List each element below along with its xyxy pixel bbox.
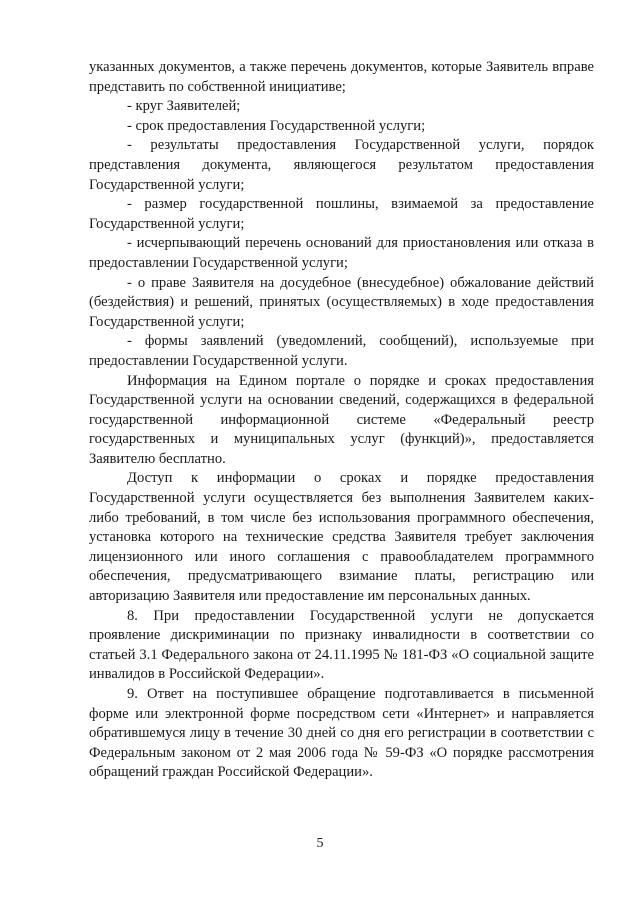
body-text: [89, 58, 594, 783]
list-item: - срок предоставления Государственной услуги;: [127, 117, 426, 134]
list-item: - размер государственной пошлины, взимаемой за предоставление Государственной услуги;: [89, 196, 594, 232]
list-item: - исчерпывающий перечень оснований для приостановления или отказа в предоставлении Государственной услуги;: [89, 235, 594, 271]
paragraph-section-8: 8. При предоставлении Государственной услуги не допускается проявление дискриминации по признаку инвалидности в соответствии со статьей 3.1 Федерального закона от 24.11.1995 № 181-ФЗ «О социальной защите инвалидов в Российской Федерации».: [89, 607, 594, 683]
list-item: - формы заявлений (уведомлений, сообщений), используемые при предоставлении Государственной услуги.: [89, 333, 594, 369]
paragraph-section-9: 9. Ответ на поступившее обращение подготавливается в письменной форме или электронной форме посредством сети «Интернет» и направляется обратившемуся лицу в течение 30 дней со дня его регистрации в соответствии с Федеральным законом от 2 мая 2006 года № 59-ФЗ «О порядке рассмотрения обращений граждан Российской Федерации».: [89, 686, 594, 781]
list-item: - круг Заявителей;: [127, 98, 241, 115]
page-number: 5: [316, 836, 324, 851]
list-item: - результаты предоставления Государственной услуги, порядок представления документа, являющегося результатом предоставления Государственной услуги;: [89, 137, 594, 193]
paragraph-access: Доступ к информации о сроках и порядке предоставления Государственной услуги осуществляется без выполнения Заявителем каких-либо требований, в том числе без использования программного обеспечения, установка которого на технические средства Заявителя требует заключения лицензионного или иного соглашения с правообладателем программного обеспечения, предусматривающего взимание платы, регистрацию или авторизацию Заявителя или предоставление им персональных данных.: [89, 470, 594, 605]
intro-paragraph: указанных документов, а также перечень документов, которые Заявитель вправе представить по собственной инициативе;: [89, 59, 594, 95]
list-item: - о праве Заявителя на досудебное (внесудебное) обжалование действий (бездействия) и решений, принятых (осуществляемых) в ходе предоставления Государственной услуги;: [89, 274, 594, 330]
paragraph-portal-info: Информация на Едином портале о порядке и сроках предоставления Государственной услуги на основании сведений, содержащихся в федеральной государственной информационной системе «Федеральный реестр государственных и муниципальных услуг (функций)», предоставляется Заявителю бесплатно.: [89, 372, 594, 467]
